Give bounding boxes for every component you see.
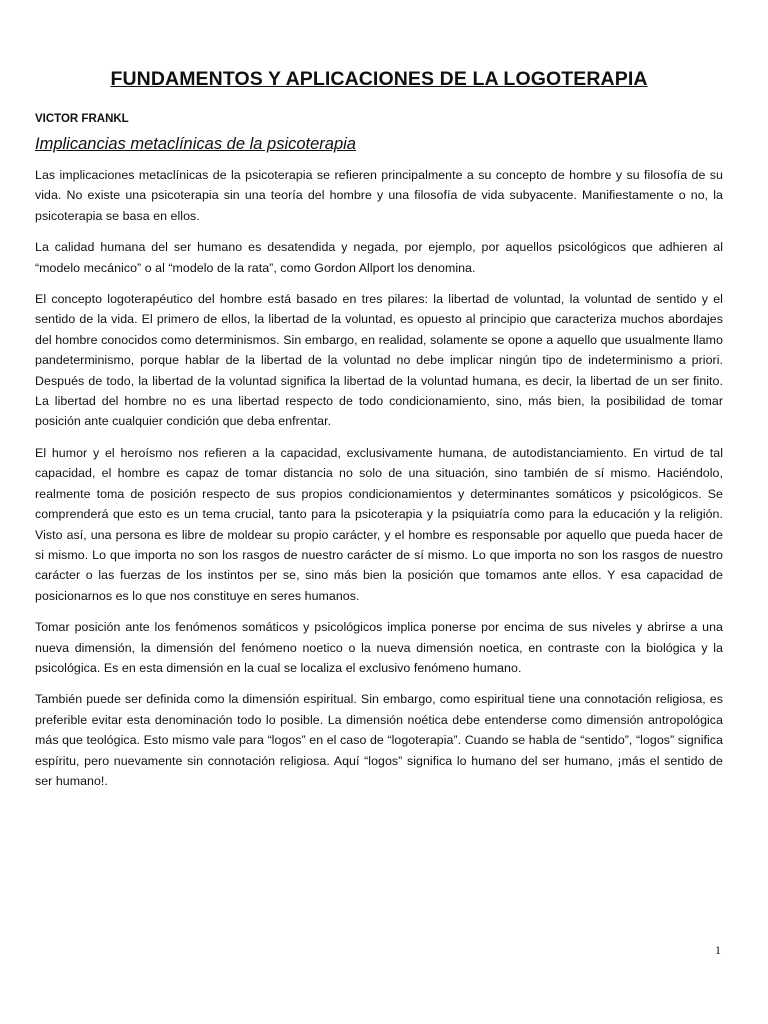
paragraph-6: También puede ser definida como la dimensión espiritual. Sin embargo, como espiritual tiene una connotación religiosa, es preferible evitar esta denominación todo lo posible. La dimensión noética debe entenderse como dimensión antropológica más que teológica. Esto mismo vale para “logos” en el caso de “logoterapia”. Cuando se habla de “sentido”, “logos” significa espíritu, pero nuevamente sin connotación religiosa. Aquí “logos” significa lo humano del ser humano, ¡más el sentido de ser humano!. xyxy=(35,692,723,788)
paragraph-2: La calidad humana del ser humano es desatendida y negada, por ejemplo, por aquellos psicológicos que adhieren al “modelo mecánico” o al “modelo de la rata”, como Gordon Allport los denomina. xyxy=(35,240,723,275)
author-name: VICTOR FRANKL xyxy=(35,113,129,125)
document-page xyxy=(35,68,723,802)
page-number: 1 xyxy=(715,943,721,957)
document-title: FUNDAMENTOS Y APLICACIONES DE LA LOGOTERAPIA xyxy=(110,68,648,90)
paragraph-1: Las implicaciones metaclínicas de la psicoterapia se refieren principalmente a su concepto de hombre y su filosofía de su vida. No existe una psicoterapia sin una teoría del hombre y una filosofía de vida subyacente. Manifiestamente o no, la psicoterapia se basa en ellos. xyxy=(35,168,723,223)
paragraph-3: El concepto logoterapéutico del hombre está basado en tres pilares: la libertad de voluntad, la voluntad de sentido y el sentido de la vida. El primero de ellos, la libertad de la voluntad, es opuesto al principio que caracteriza muchos abordajes del hombre conocidos como determinismos. Sin embargo, en realidad, solamente se opone a aquello que usualmente llamo pandeterminismo, porque hablar de la libertad de la voluntad no debe implicar ningún tipo de indeterminismo a priori. Después de todo, la libertad de la voluntad significa la libertad de la voluntad humana, es decir, la libertad de un ser finito. La libertad del hombre no es una libertad respecto de todo condicionamiento, sino, más bien, la posibilidad de tomar posición ante cualquier condición que deba enfrentar. xyxy=(35,292,723,429)
section-subtitle: Implicancias metaclínicas de la psicoterapia xyxy=(35,135,356,153)
paragraph-5: Tomar posición ante los fenómenos somáticos y psicológicos implica ponerse por encima de sus niveles y abrirse a una nueva dimensión, la dimensión del fenómeno noetico o la nueva dimensión noetica, en contraste con la biológica y la psicológica. Es en esta dimensión en la cual se localiza el exclusivo fenómeno humano. xyxy=(35,620,723,675)
paragraph-4: El humor y el heroísmo nos refieren a la capacidad, exclusivamente humana, de autodistanciamiento. En virtud de tal capacidad, el hombre es capaz de tomar distancia no solo de una situación, sino también de sí mismo. Haciéndolo, realmente toma de posición respecto de sus propios condicionamientos y determinantes somáticos y psicológicos. Se comprenderá que esto es un tema crucial, tanto para la psicoterapia y la psiquiatría como para la educación y la religión. Visto así, una persona es libre de moldear su propio carácter, y el hombre es responsable por aquello que pueda hacer de si mismo. Lo que importa no son los rasgos de nuestro carácter de sí mismo. Lo que importa no son los rasgos de nuestro carácter o las fuerzas de los instintos per se, sino más bien la posición que tomamos ante ellos. Y esa capacidad de posicionarnos es lo que nos constituye en seres humanos. xyxy=(35,445,723,603)
